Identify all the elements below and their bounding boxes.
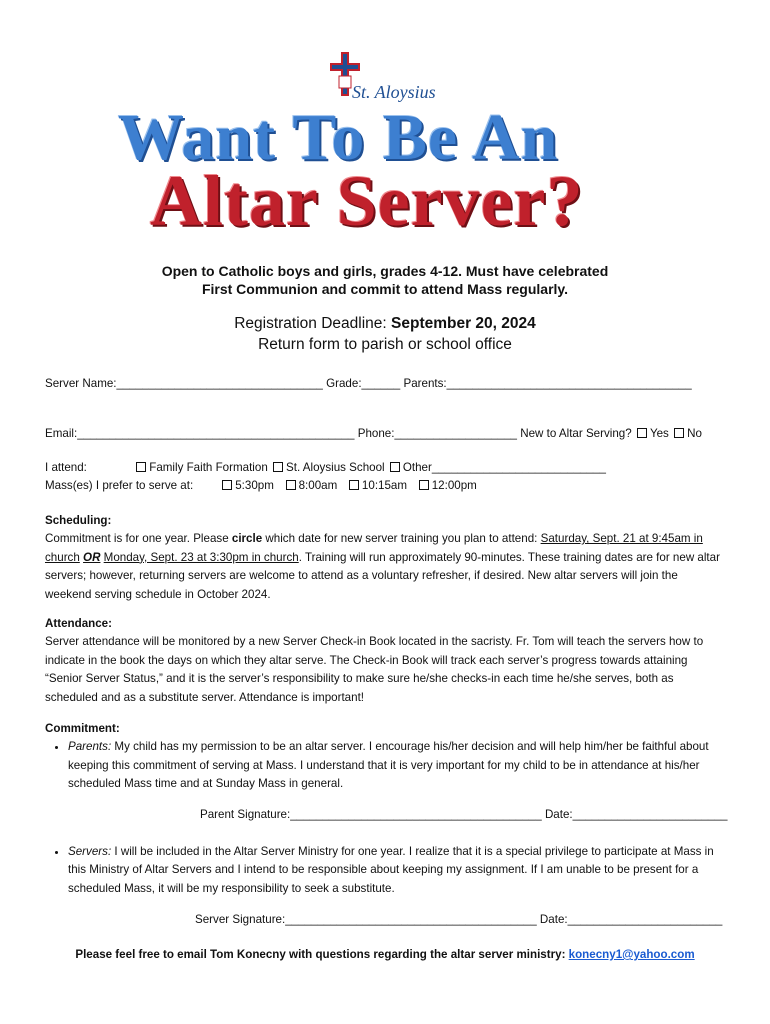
school-checkbox[interactable] [273, 462, 283, 472]
commitment-heading: Commitment: [45, 722, 120, 735]
mass-time-2: 8:00am [298, 479, 338, 492]
attendance-text: Server attendance will be monitored by a new Server Check-in Book located in the sacristy. Fr. Tom will teach the servers how to indicate in the book the days on which they altar serve. The Check-in Book will track each server’s progress towards attaining “Senior Server Status,” and it is the server’s responsibility to make sure he/she checks-in each time he/she serves, both as scheduled and as a substitute server. Attendance is important! [45, 635, 704, 704]
email-field[interactable]: Email:___________________________________________ [45, 427, 355, 440]
parents-field[interactable]: Parents:______________________________________ [403, 377, 692, 390]
servers-commitment: • Servers: I will be included in the Altar Server Ministry for one year. I realize that it is a special privilege to participate at Mass in this Ministry of Altar Servers and I intend to be responsible about keeping my assignment. If I am unable to be present for a scheduled Mass, it will be my responsibility to seek a substitute. [68, 843, 725, 898]
mass-time-3: 10:15am [361, 479, 408, 492]
mass-800-checkbox[interactable] [286, 480, 296, 490]
scheduling-heading: Scheduling: [45, 514, 112, 527]
mass-time-4: 12:00pm [431, 479, 477, 492]
no-label: No [687, 427, 702, 440]
email-row [45, 426, 702, 442]
scheduling-text: Commitment is for one year. Please circle which date for new server training you plan to attend: Saturday, Sept. 21 at 9:45am in church OR Monday, Sept. 23 at 3:30pm in church. Training will run approximately 90-minutes. These training dates are for new altar servers; however, returning servers are welcome to attend as a voluntary refresher, if desired. New altar servers will join the weekend serving schedule in October 2024. [45, 532, 720, 601]
intro-line-1: Open to Catholic boys and girls, grades 4-12. Must have celebrated [161, 263, 609, 279]
title-line-1: Want To Be An [118, 101, 559, 174]
title-line-2: Altar Server? [150, 161, 584, 241]
mass-time-1: 5:30pm [235, 479, 274, 492]
mass-1015-checkbox[interactable] [349, 480, 359, 490]
grade-field[interactable]: Grade:______ [326, 377, 401, 390]
attendance-section [45, 615, 725, 707]
phone-field[interactable]: Phone:___________________ [357, 427, 517, 440]
attend-option-3[interactable]: Other___________________________ [402, 461, 606, 474]
server-name-row [45, 376, 692, 392]
server-name-field[interactable]: Server Name:________________________________ [45, 377, 323, 390]
new-to-serving-label: New to Altar Serving? [520, 427, 632, 440]
servers-commitment-block [45, 843, 725, 898]
scheduling-section [45, 512, 725, 604]
server-date-field[interactable]: Date:________________________ [539, 913, 723, 926]
yes-checkbox[interactable] [637, 428, 647, 438]
i-attend-label: I attend: [45, 461, 87, 474]
mass-preference-row [45, 478, 477, 494]
other-checkbox[interactable] [390, 462, 400, 472]
parent-signature-field[interactable]: Parent Signature:_______________________________________ [200, 808, 542, 821]
parents-commitment: • Parents: My child has my permission to be an altar server. I encourage his/her decision and will help him/her be faithful about keeping this commitment of serving at Mass. I understand that it is very important for my child to be in attendance at his/her scheduled Mass time and at Sunday Mass in general. [68, 738, 725, 793]
yes-label: Yes [649, 427, 669, 440]
email-link[interactable]: konecny1@yahoo.com [568, 948, 695, 961]
intro-line-2: First Communion and commit to attend Mass regularly. [201, 281, 569, 297]
footer-text: Please feel free to email Tom Konecny with questions regarding the altar server ministry: [75, 948, 569, 961]
commitment-section [45, 720, 725, 794]
deadline-block [0, 313, 770, 355]
parent-date-field[interactable]: Date:________________________ [544, 808, 728, 821]
family-faith-checkbox[interactable] [136, 462, 146, 472]
attend-option-2: St. Aloysius School [286, 461, 385, 474]
return-instructions: Return form to parish or school office [258, 336, 512, 353]
deadline-label: Registration Deadline: [234, 315, 392, 332]
training-date-1: Saturday, Sept. 21 at 9:45am in church [45, 532, 703, 564]
mass-530-checkbox[interactable] [222, 480, 232, 490]
intro-text [0, 262, 770, 298]
parent-signature-row [200, 808, 727, 821]
attendance-heading: Attendance: [45, 617, 112, 630]
server-signature-field[interactable]: Server Signature:_______________________________________ [195, 913, 537, 926]
mass-1200-checkbox[interactable] [419, 480, 429, 490]
mass-pref-label: Mass(es) I prefer to serve at: [45, 479, 194, 492]
deadline-date: September 20, 2024 [391, 315, 536, 332]
footer [0, 948, 770, 961]
training-date-2: Monday, Sept. 23 at 3:30pm in church [103, 550, 299, 564]
attend-option-1: Family Faith Formation [149, 461, 268, 474]
attend-row [45, 460, 606, 476]
no-checkbox[interactable] [674, 428, 684, 438]
logo-text: St. Aloysius [352, 82, 436, 102]
server-signature-row [195, 913, 722, 926]
